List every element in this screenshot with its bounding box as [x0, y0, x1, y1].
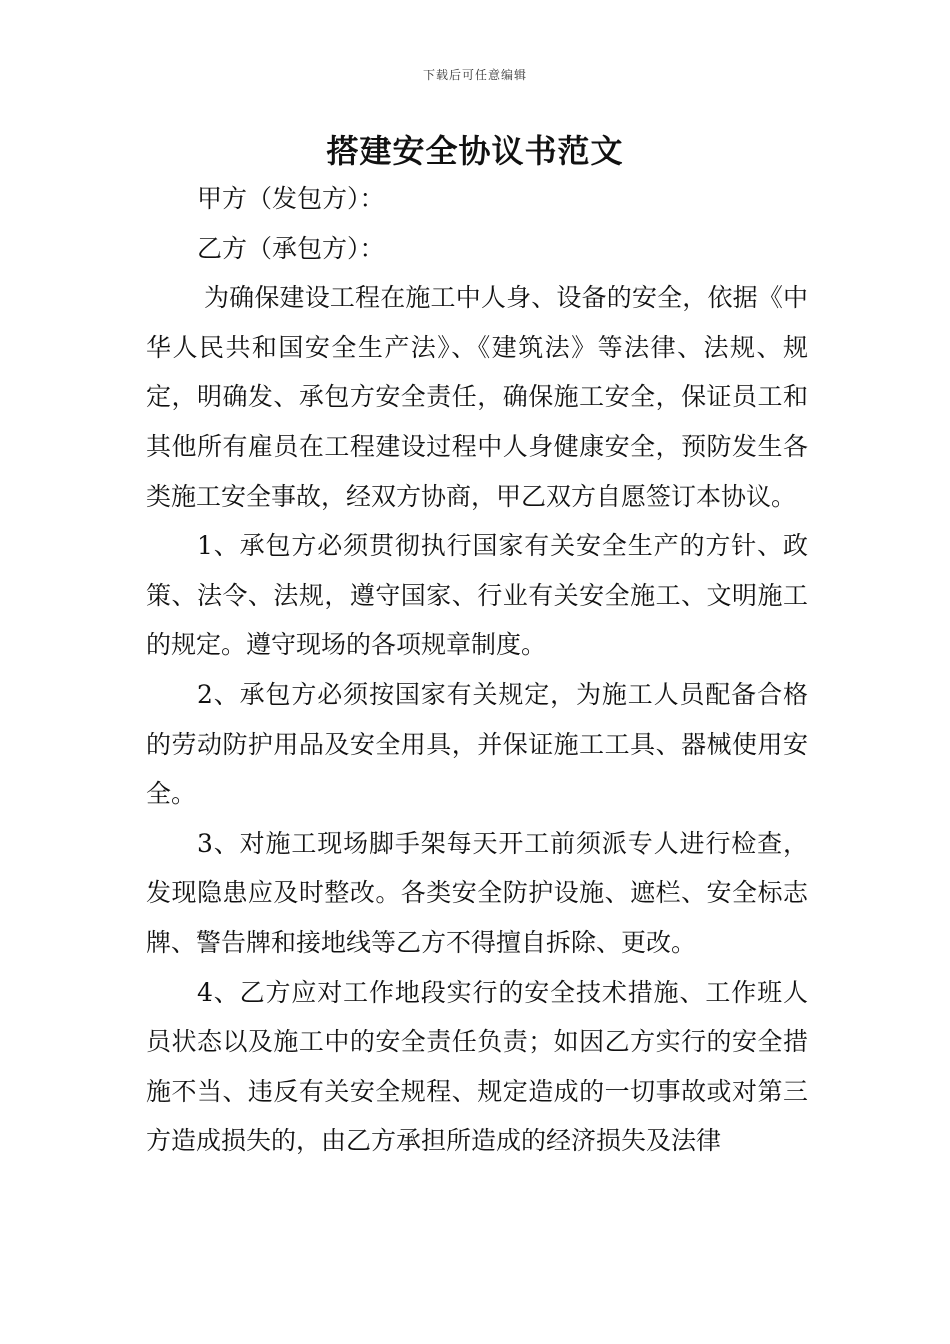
header-note: 下载后可任意编辑: [422, 68, 527, 82]
party-a-line: 甲方（发包方）：: [197, 184, 385, 213]
paragraph-intro: 为确保建设工程在施工中人身、设备的安全，依据《中华人民共和国安全生产法》、《建筑法》等法律、法规、规定，明确发、承包方安全责任，确保施工安全，保证员工和其他所有雇员在工程建设过程中人身健康安全，预防发生各类施工安全事故，经双方协商，甲乙双方自愿签订本协议。: [146, 283, 808, 511]
paragraph-clause-2: 2、承包方必须按国家有关规定，为施工人员配备合格的劳动防护用品及安全用具，并保证施工工具、器械使用安全。: [146, 679, 808, 809]
document-body: [146, 174, 808, 1166]
paragraph-clause-4: 4、乙方应对工作地段实行的安全技术措施、工作班人员状态以及施工中的安全责任负责；如因乙方实行的安全措施不当、违反有关安全规程、规定造成的一切事故或对第三方造成损失的，由乙方承担所造成的经济损失及法律: [146, 977, 808, 1156]
paragraph-clause-1: 1、承包方必须贯彻执行国家有关安全生产的方针、政策、法令、法规，遵守国家、行业有关安全施工、文明施工的规定。遵守现场的各项规章制度。: [146, 531, 808, 660]
paragraph-clause-3: 3、对施工现场脚手架每天开工前须派专人进行检查，发现隐患应及时整改。各类安全防护设施、遮栏、安全标志牌、警告牌和接地线等乙方不得擅自拆除、更改。: [146, 828, 808, 957]
party-b-line: 乙方（承包方）：: [197, 233, 385, 263]
document-title: 搭建安全协议书范文: [326, 132, 624, 170]
